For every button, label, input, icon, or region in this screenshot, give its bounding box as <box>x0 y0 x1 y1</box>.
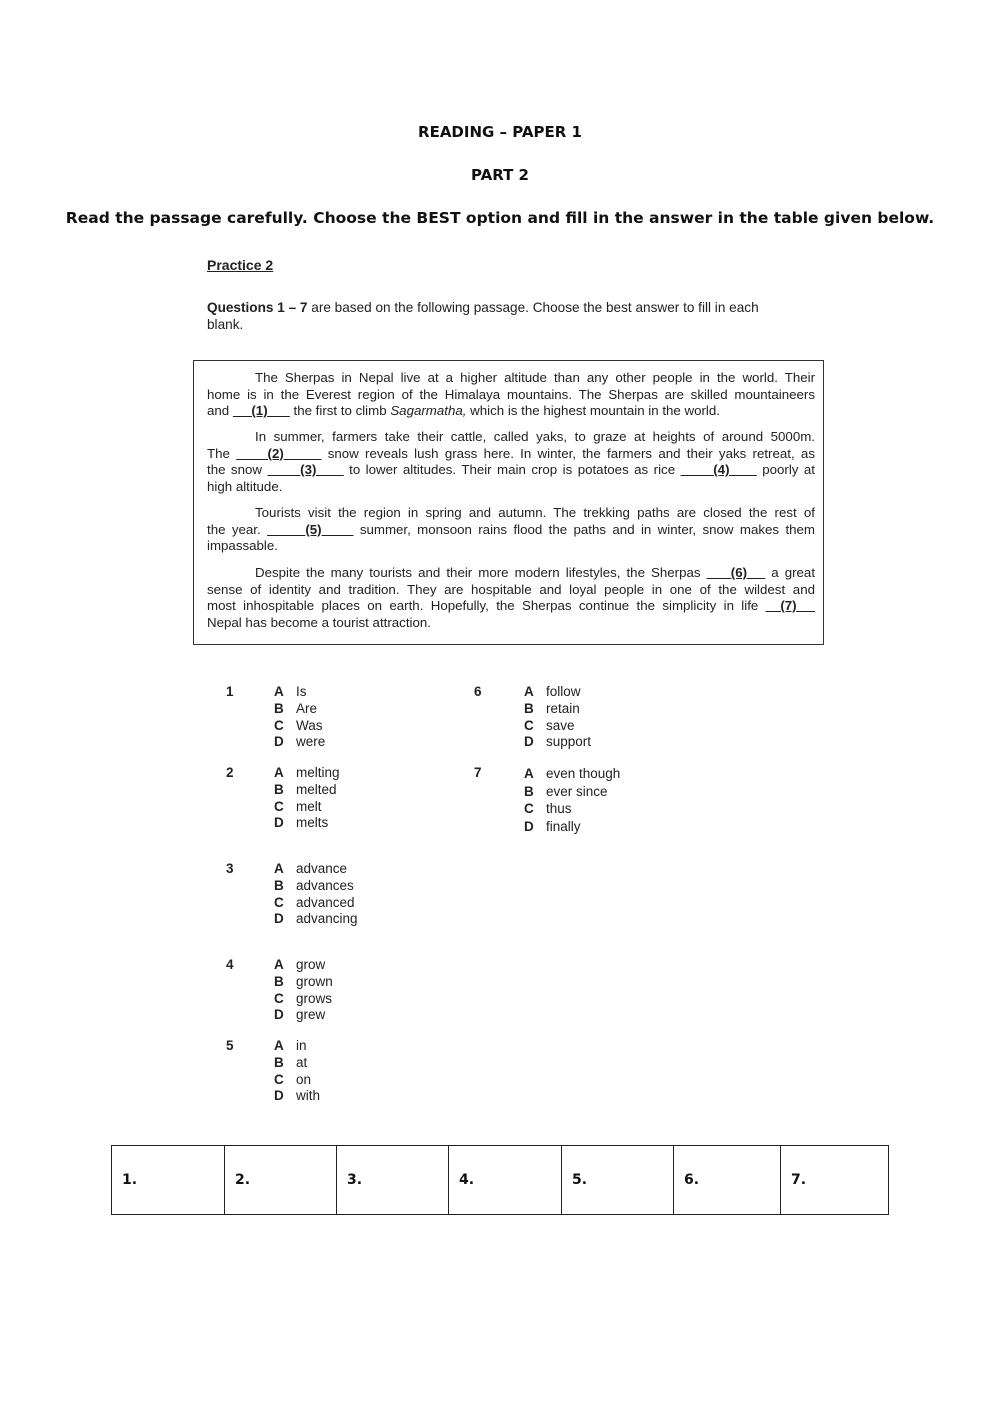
option[interactable]: A grow <box>274 957 326 972</box>
option[interactable]: C thus <box>524 801 572 817</box>
question-number: 4 <box>226 957 234 972</box>
blank-2: (2) <box>267 445 284 461</box>
answer-cell-3[interactable]: 3. <box>337 1146 449 1215</box>
option[interactable]: C on <box>274 1071 312 1087</box>
option-list <box>274 1038 320 1105</box>
option[interactable]: D finally <box>524 818 581 834</box>
blank-3: (3) <box>300 462 317 478</box>
option[interactable]: D with <box>274 1088 321 1104</box>
answer-row <box>112 1146 889 1215</box>
paragraph-1 <box>207 370 815 420</box>
blank-7: (7) <box>780 598 797 614</box>
answer-cell-1[interactable]: 1. <box>112 1146 225 1215</box>
option[interactable]: C advanced <box>274 894 355 910</box>
blank-5: (5) <box>305 521 322 537</box>
question-number: 1 <box>226 684 234 699</box>
passage-line: impassable. <box>207 538 278 554</box>
answer-table <box>111 1145 889 1215</box>
option[interactable]: A follow <box>524 684 581 699</box>
passage-line: the year. (5) summer, monsoon rains flood the paths and in winter, snow makes them <box>207 521 815 537</box>
passage-line: high altitude. <box>207 478 283 494</box>
option[interactable]: B retain <box>524 700 580 716</box>
option[interactable]: B grown <box>274 973 333 989</box>
paragraph-3 <box>207 505 815 555</box>
passage-line: most inhospitable places on earth. Hopefully, the Sherpas continue the simplicity in life (7) <box>207 598 815 615</box>
option[interactable]: A even though <box>524 766 621 781</box>
passage-line: In summer, farmers take their cattle, called yaks, to graze at heights of around 5000m. <box>255 429 815 444</box>
passage-line: the snow (3) to lower altitudes. Their main crop is potatoes as rice (4) poorly at <box>207 462 815 478</box>
answer-cell-6[interactable]: 6. <box>674 1146 781 1215</box>
option[interactable]: B ever since <box>524 783 608 799</box>
questions-intro <box>207 299 819 333</box>
question-number: 6 <box>474 684 482 699</box>
answer-cell-4[interactable]: 4. <box>449 1146 562 1215</box>
option-list <box>524 684 591 751</box>
option-list <box>274 765 340 832</box>
option[interactable]: B melted <box>274 781 337 797</box>
option[interactable]: C grows <box>274 990 333 1006</box>
question-number: 2 <box>226 765 234 780</box>
passage-line: Despite the many tourists and their more modern lifestyles, the Sherpas (6) a great <box>255 565 816 580</box>
option[interactable]: B at <box>274 1054 308 1070</box>
option-list <box>274 684 325 751</box>
answer-cell-5[interactable]: 5. <box>562 1146 674 1215</box>
practice-label: Practice 2 <box>207 257 274 273</box>
option[interactable]: C Was <box>274 717 323 733</box>
passage-line: Tourists visit the region in spring and autumn. The trekking paths are closed the rest of <box>255 505 815 520</box>
passage-line: home is in the Everest region of the Himalaya mountains. The Sherpas are skilled mountaineers <box>207 386 815 402</box>
questions-intro-line2: blank. <box>207 317 244 332</box>
option[interactable]: A Is <box>274 684 307 699</box>
passage-line: and (1) the first to climb Sagarmatha, which is the highest mountain in the world. <box>207 403 720 419</box>
blank-4: (4) <box>713 462 730 478</box>
question-number: 5 <box>226 1038 234 1053</box>
passage-line: Nepal has become a tourist attraction. <box>207 614 431 630</box>
option-list <box>274 861 358 928</box>
option[interactable]: D melts <box>274 815 329 831</box>
option[interactable]: A in <box>274 1038 307 1053</box>
answer-cell-2[interactable]: 2. <box>225 1146 337 1215</box>
passage-line: sense of identity and tradition. They are hospitable and loyal people in one of the wildest and <box>207 581 815 597</box>
question-number: 7 <box>474 765 482 780</box>
question-number: 3 <box>226 861 234 876</box>
option[interactable]: D were <box>274 734 326 750</box>
option-list <box>524 765 620 835</box>
page-title: READING – PAPER 1 <box>418 123 582 141</box>
passage-box <box>193 360 824 645</box>
option[interactable]: D advancing <box>274 911 358 927</box>
paragraph-2 <box>207 429 815 495</box>
option[interactable]: D support <box>524 734 592 750</box>
option-list <box>274 957 333 1024</box>
option[interactable]: C melt <box>274 798 322 814</box>
answer-cell-7[interactable]: 7. <box>781 1146 889 1215</box>
questions-range: Questions 1 – 7 <box>207 300 308 315</box>
part-heading: PART 2 <box>471 166 529 184</box>
paragraph-4 <box>207 565 815 631</box>
blank-1: (1) <box>251 403 268 419</box>
option[interactable]: B Are <box>274 700 318 716</box>
questions-intro-text: are based on the following passage. Choose the best answer to fill in each <box>307 300 759 315</box>
option[interactable]: A advance <box>274 861 348 876</box>
option[interactable]: D grew <box>274 1007 326 1023</box>
blank-6: (6) <box>730 565 748 580</box>
option[interactable]: B advances <box>274 877 354 893</box>
instructions: Read the passage carefully. Choose the BEST option and fill in the answer in the table given below. <box>65 209 935 227</box>
passage-line: The (2) snow reveals lush grass here. In winter, the farmers and their yaks retreat, as <box>207 445 815 461</box>
passage-line: The Sherpas in Nepal live at a higher altitude than any other people in the world. Their <box>255 370 815 385</box>
option[interactable]: C save <box>524 717 575 733</box>
option[interactable]: A melting <box>274 765 340 780</box>
